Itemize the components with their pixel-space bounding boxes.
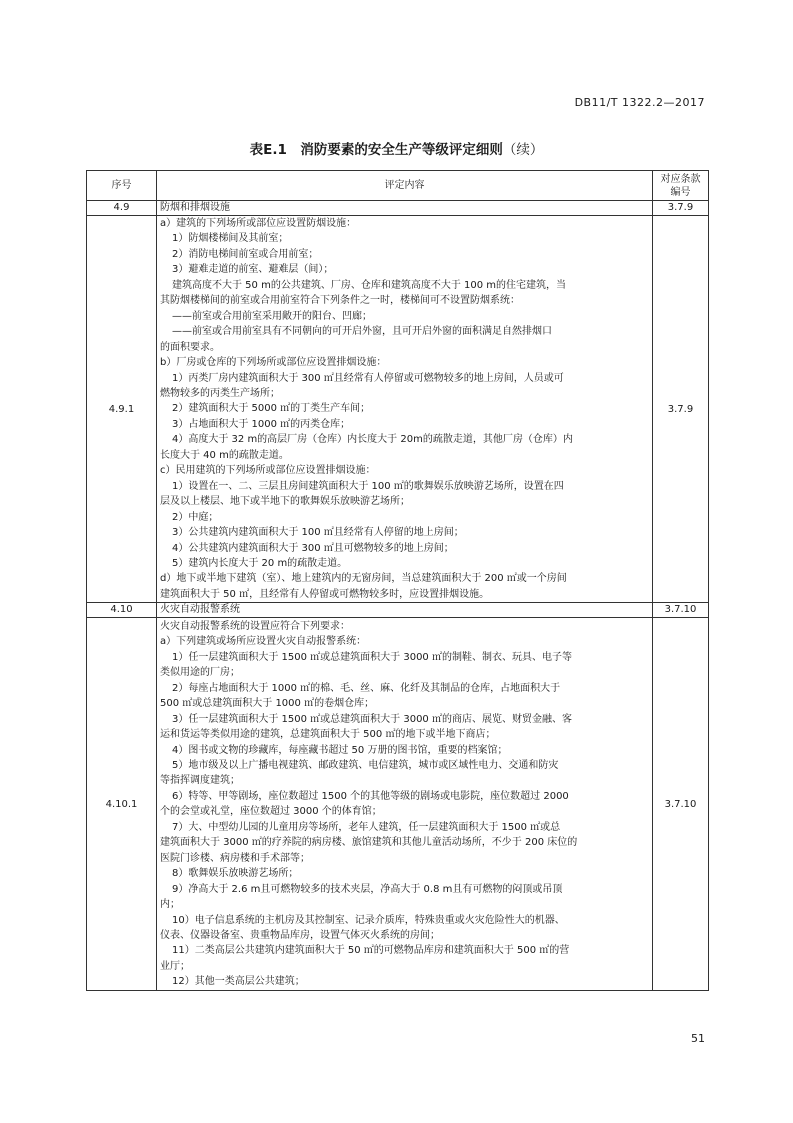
content-line: 2）消防电梯间前室或合用前室；	[172, 248, 319, 260]
content-line: 类似用途的厂房；	[160, 667, 240, 679]
row-index: 4.9	[87, 201, 157, 216]
row-content	[157, 618, 653, 991]
content-line: b）厂房或仓库的下列场所或部位应设置排烟设施：	[160, 357, 387, 369]
content-line: 业厅；	[160, 960, 190, 972]
content-line: 7）大、中型幼儿园的儿童用房等场所，老年人建筑，任一层建筑面积大于 1500 ㎡或总	[172, 821, 561, 833]
content-line: 12）其他一类高层公共建筑；	[172, 976, 305, 988]
content-line: 3）任一层建筑面积大于 1500 ㎡或总建筑面积大于 3000 ㎡的商店、展览、财贸金融、客	[172, 713, 572, 725]
content-line: 运和货运等类似用途的建筑，总建筑面积大于 500 ㎡的地下或半地下商店；	[160, 729, 496, 741]
content-line: a）下列建筑或场所应设置火灾自动报警系统：	[160, 636, 367, 648]
content-line: 8）歌舞娱乐放映游艺场所；	[172, 868, 299, 880]
content-line: 4）图书或文物的珍藏库，每座藏书超过 50 万册的图书馆，重要的档案馆；	[172, 744, 508, 756]
table-title-suffix: （续）	[502, 142, 544, 158]
content-line: ——前室或合用前室采用敞开的阳台、凹廊；	[172, 310, 372, 322]
content-line: 4）公共建筑内建筑面积大于 300 ㎡且可燃物较多的地上房间；	[172, 542, 454, 554]
row-ref: 3.7.9	[653, 201, 709, 216]
table-row	[87, 618, 709, 991]
table-row	[87, 216, 709, 603]
content-line: 9）净高大于 2.6 m且可燃物较多的技术夹层，净高大于 0.8 m且有可燃物的闷顶或吊顶	[172, 883, 563, 895]
assessment-table	[86, 170, 709, 991]
content-line: 6）特等、甲等剧场，座位数超过 1500 个的其他等级的剧场或电影院，座位数超过 2000	[172, 790, 569, 802]
content-line: 11）二类高层公共建筑内建筑面积大于 50 ㎡的可燃物品库房和建筑面积大于 500 ㎡的营	[172, 945, 570, 957]
content-line: ——前室或合用前室具有不同朝向的可开启外窗，且可开启外窗的面积满足自然排烟口	[172, 326, 552, 338]
standard-code: DB11/T 1322.2—2017	[574, 96, 705, 109]
column-header-content: 评定内容	[157, 171, 653, 201]
content-line: 火灾自动报警系统的设置应符合下列要求：	[160, 620, 350, 632]
content-line: 建筑面积大于 50 ㎡，且经常有人停留或可燃物较多时，应设置排烟设施。	[160, 588, 490, 600]
content-line: 仪表、仪器设备室、贵重物品库房，设置气体灭火系统的房间；	[160, 929, 440, 941]
content-line: 1）防烟楼梯间及其前室；	[172, 233, 289, 245]
table-title-main: 表E.1 消防要素的安全生产等级评定细则	[249, 142, 503, 158]
content-line: 5）地市级及以上广播电视建筑、邮政建筑、电信建筑，城市或区域性电力、交通和防灾	[172, 759, 559, 771]
row-content	[157, 216, 653, 603]
row-index: 4.9.1	[87, 216, 157, 603]
row-ref: 3.7.9	[653, 216, 709, 603]
content-line: 1）任一层建筑面积大于 1500 ㎡或总建筑面积大于 3000 ㎡的制鞋、制衣、玩具、电子等	[172, 651, 572, 663]
column-header-index: 序号	[87, 171, 157, 201]
content-line: 10）电子信息系统的主机房及其控制室、记录介质库，特殊贵重或火灾危险性大的机器、	[172, 914, 565, 926]
content-line: 2）中庭；	[172, 511, 219, 523]
column-header-ref-text: 对应条款编号	[660, 173, 701, 198]
content-line: 2）每座占地面积大于 1000 ㎡的棉、毛、丝、麻、化纤及其制品的仓库，占地面积大于	[172, 682, 561, 694]
content-line: 层及以上楼层、地下或半地下的歌舞娱乐放映游艺场所；	[160, 496, 410, 508]
row-section-title: 火灾自动报警系统	[157, 603, 653, 618]
content-line: 1）设置在一、二、三层且房间建筑面积大于 100 ㎡的歌舞娱乐放映游艺场所，设置在四	[172, 480, 564, 492]
row-section-title: 防烟和排烟设施	[157, 201, 653, 216]
content-line: 3）避难走道的前室、避难层（间）；	[172, 264, 334, 276]
row-index: 4.10	[87, 603, 157, 618]
table-title	[0, 138, 793, 158]
content-line: d）地下或半地下建筑（室）、地上建筑内的无窗房间，当总建筑面积大于 200 ㎡或一个房间	[160, 573, 567, 585]
content-line: a）建筑的下列场所或部位应设置防烟设施：	[160, 218, 357, 229]
content-line: 的面积要求。	[160, 341, 220, 353]
content-line: 1）丙类厂房内建筑面积大于 300 ㎡且经常有人停留或可燃物较多的地上房间，人员或可	[172, 372, 564, 384]
row-index: 4.10.1	[87, 618, 157, 991]
content-line: 个的会堂或礼堂，座位数超过 3000 个的体育馆；	[160, 806, 382, 818]
content-line: 等指挥调度建筑；	[160, 775, 240, 787]
row-ref: 3.7.10	[653, 603, 709, 618]
content-line: 3）公共建筑内建筑面积大于 100 ㎡且经常有人停留的地上房间；	[172, 527, 464, 539]
content-line: 燃物较多的丙类生产场所；	[160, 387, 280, 399]
content-line: 建筑面积大于 3000 ㎡的疗养院的病房楼、旅馆建筑和其他儿童活动场所，不少于 200 床位的	[160, 837, 578, 849]
content-line: 其防烟楼梯间的前室或合用前室符合下列条件之一时，楼梯间可不设置防烟系统：	[160, 295, 520, 307]
table-row	[87, 201, 709, 216]
content-line: 建筑高度不大于 50 m的公共建筑、厂房、仓库和建筑高度不大于 100 m的住宅建筑，当	[172, 279, 567, 291]
content-line: 5）建筑内长度大于 20 m的疏散走道。	[172, 557, 348, 569]
content-line: 内；	[160, 899, 180, 911]
content-line: c）民用建筑的下列场所或部位应设置排烟设施：	[160, 465, 376, 477]
row-ref: 3.7.10	[653, 618, 709, 991]
content-line: 医院门诊楼、病房楼和手术部等；	[160, 852, 310, 864]
page-number: 51	[691, 1032, 705, 1045]
content-line: 2）建筑面积大于 5000 ㎡的丁类生产车间；	[172, 403, 371, 415]
table-row	[87, 603, 709, 618]
column-header-ref	[653, 171, 709, 201]
content-line: 长度大于 40 m的疏散走道。	[160, 449, 289, 461]
content-line: 3）占地面积大于 1000 ㎡的丙类仓库；	[172, 418, 351, 430]
table-header-row	[87, 171, 709, 201]
content-line: 4）高度大于 32 m的高层厂房（仓库）内长度大于 20m的疏散走道，其他厂房（仓库）内	[172, 434, 573, 446]
content-line: 500 ㎡或总建筑面积大于 1000 ㎡的卷烟仓库；	[160, 698, 375, 710]
